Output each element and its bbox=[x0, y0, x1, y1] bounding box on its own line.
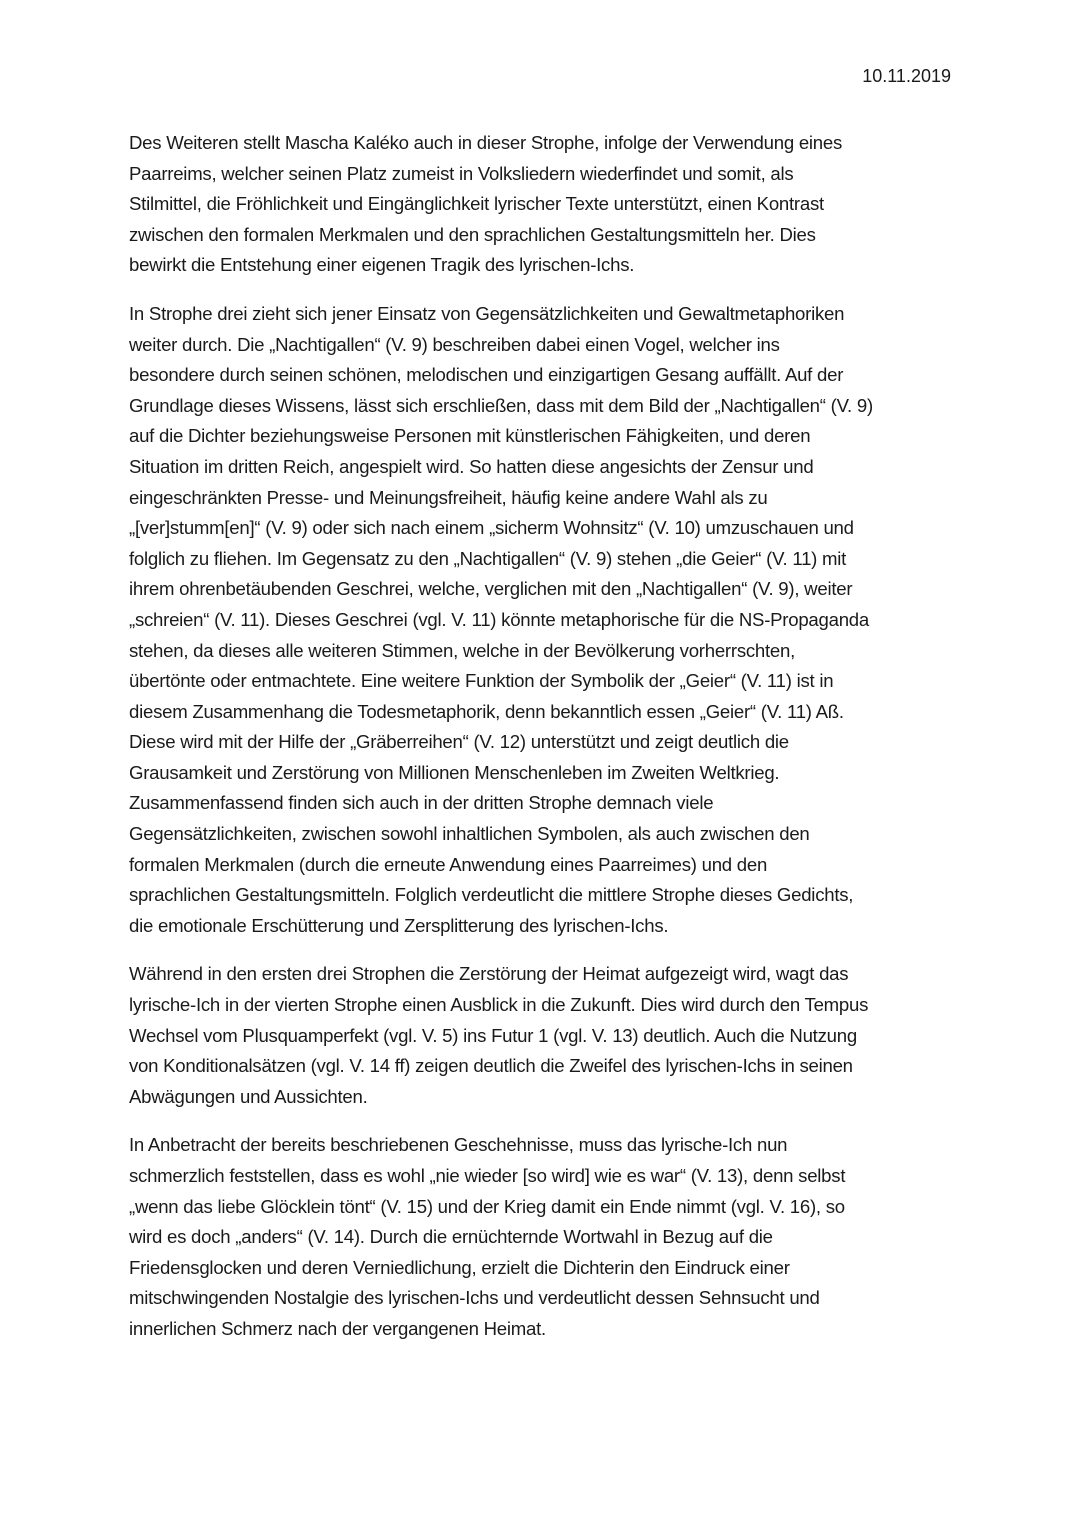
text-line: „[ver]stumm[en]“ (V. 9) oder sich nach einem „sicherm Wohnsitz“ (V. 10) umzuschauen und bbox=[129, 517, 854, 539]
text-line: Paarreims, welcher seinen Platz zumeist in Volksliedern wiederfindet und somit, als bbox=[129, 162, 794, 184]
text-line: Des Weiteren stellt Mascha Kaléko auch in dieser Strophe, infolge der Verwendung eines bbox=[129, 132, 843, 153]
text-line: lyrische-Ich in der vierten Strophe einen Ausblick in die Zukunft. Dies wird durch den Tempus bbox=[129, 994, 869, 1016]
text-line: ihrem ohrenbetäubenden Geschrei, welche, verglichen mit den „Nachtigallen“ (V. 9), weiter bbox=[129, 578, 853, 600]
document-body bbox=[129, 128, 949, 1363]
text-line: Grundlage dieses Wissens, lässt sich erschließen, dass mit dem Bild der „Nachtigallen“ (V. 9) bbox=[129, 394, 873, 416]
text-line: schmerzlich feststellen, dass es wohl „nie wieder [so wird] wie es war“ (V. 13), denn selbst bbox=[129, 1165, 846, 1186]
text-line: zwischen den formalen Merkmalen und den sprachlichen Gestaltungsmitteln her. Dies bbox=[129, 223, 816, 245]
paragraph-3 bbox=[129, 959, 949, 1112]
text-line: Zusammenfassend finden sich auch in der dritten Strophe demnach viele bbox=[129, 792, 714, 814]
text-line: „wenn das liebe Glöcklein tönt“ (V. 15) und der Krieg damit ein Ende nimmt (vgl. V. 16), so bbox=[129, 1195, 845, 1217]
text-line: eingeschränkten Presse- und Meinungsfreiheit, häufig keine andere Wahl als zu bbox=[129, 486, 768, 508]
text-line: innerlichen Schmerz nach der vergangenen Heimat. bbox=[129, 1317, 546, 1339]
text-line: bewirkt die Entstehung einer eigenen Tragik des lyrischen-Ichs. bbox=[129, 254, 635, 276]
text-line: wird es doch „anders“ (V. 14). Durch die ernüchternde Wortwahl in Bezug auf die bbox=[129, 1226, 773, 1248]
text-line: Grausamkeit und Zerstörung von Millionen Menschenleben im Zweiten Weltkrieg. bbox=[129, 761, 780, 783]
text-line: stehen, da dieses alle weiteren Stimmen, welche in der Bevölkerung vorherrschten, bbox=[129, 639, 796, 661]
text-line: Friedensglocken und deren Verniedlichung, erzielt die Dichterin den Eindruck einer bbox=[129, 1256, 790, 1278]
text-line: formalen Merkmalen (durch die erneute Anwendung eines Paarreimes) und den bbox=[129, 853, 768, 875]
text-line: Abwägungen und Aussichten. bbox=[129, 1085, 368, 1107]
text-line: besondere durch seinen schönen, melodischen und einzigartigen Gesang auffällt. Auf der bbox=[129, 364, 844, 386]
text-line: sprachlichen Gestaltungsmitteln. Folglich verdeutlicht die mittlere Strophe dieses Gedichts, bbox=[129, 884, 854, 906]
text-line: folglich zu fliehen. Im Gegensatz zu den „Nachtigallen“ (V. 9) stehen „die Geier“ (V. 11) mit bbox=[129, 547, 847, 569]
text-line: „schreien“ (V. 11). Dieses Geschrei (vgl. V. 11) könnte metaphorische für die NS-Propaganda bbox=[129, 608, 869, 630]
text-line: Stilmittel, die Fröhlichkeit und Eingänglichkeit lyrischer Texte unterstützt, einen Kontrast bbox=[129, 193, 824, 215]
page-date: 10.11.2019 bbox=[862, 66, 951, 86]
text-line: In Strophe drei zieht sich jener Einsatz von Gegensätzlichkeiten und Gewaltmetaphoriken bbox=[129, 302, 845, 324]
paragraph-4 bbox=[129, 1130, 949, 1344]
text-line: In Anbetracht der bereits beschriebenen Geschehnisse, muss das lyrische-Ich nun bbox=[129, 1134, 788, 1156]
text-line: weiter durch. Die „Nachtigallen“ (V. 9) beschreiben dabei einen Vogel, welcher ins bbox=[129, 333, 780, 355]
text-line: diesem Zusammenhang die Todesmetaphorik, denn bekanntlich essen „Geier“ (V. 11) Aß. bbox=[129, 700, 844, 722]
text-line: übertönte oder entmachtete. Eine weitere Funktion der Symbolik der „Geier“ (V. 11) ist in bbox=[129, 670, 834, 692]
text-line: Gegensätzlichkeiten, zwischen sowohl inhaltlichen Symbolen, als auch zwischen den bbox=[129, 823, 810, 845]
text-line: Wechsel vom Plusquamperfekt (vgl. V. 5) ins Futur 1 (vgl. V. 13) deutlich. Auch die Nutzung bbox=[129, 1024, 857, 1046]
text-line: Situation im dritten Reich, angespielt wird. So hatten diese angesichts der Zensur und bbox=[129, 455, 814, 477]
text-line: auf die Dichter beziehungsweise Personen mit künstlerischen Fähigkeiten, und deren bbox=[129, 425, 811, 447]
text-line: von Konditionalsätzen (vgl. V. 14 ff) zeigen deutlich die Zweifel des lyrischen-Ichs in seinen bbox=[129, 1055, 853, 1077]
paragraph-1 bbox=[129, 128, 949, 281]
text-line: Während in den ersten drei Strophen die Zerstörung der Heimat aufgezeigt wird, wagt das bbox=[129, 963, 849, 985]
text-line: mitschwingenden Nostalgie des lyrischen-Ichs und verdeutlicht dessen Sehnsucht und bbox=[129, 1287, 820, 1309]
text-line: Diese wird mit der Hilfe der „Gräberreihen“ (V. 12) unterstützt und zeigt deutlich die bbox=[129, 731, 789, 753]
text-line: die emotionale Erschütterung und Zersplitterung des lyrischen-Ichs. bbox=[129, 914, 669, 936]
paragraph-2 bbox=[129, 299, 949, 941]
